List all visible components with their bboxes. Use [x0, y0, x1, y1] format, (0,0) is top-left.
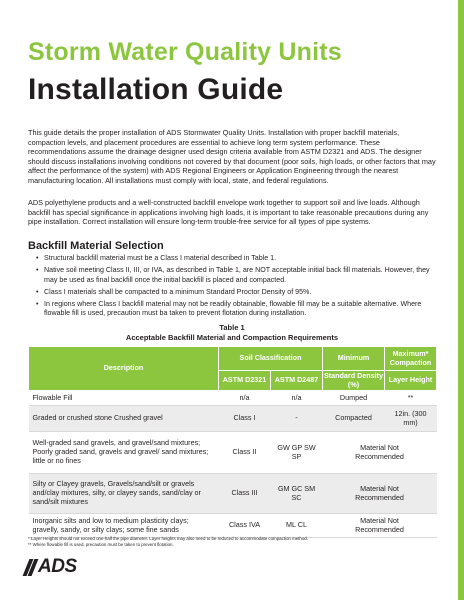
- header-standard-density: Standard Density (%): [323, 370, 384, 389]
- footnote-layer-heights: * Layer Heights should not exceed one-half the pipe diameter. Layer heights may also need to be reduced to accommodate compaction method.: [28, 536, 308, 541]
- cell-description: Well-graded sand gravels, and gravel/sand mixtures; Poorly graded sand, gravels and gravel/ sand mixtures; little or no fines: [29, 432, 219, 474]
- section-heading-backfill: Backfill Material Selection: [28, 240, 164, 252]
- ads-slashes-icon: [26, 559, 35, 576]
- header-astm-d2487: ASTM D2487: [271, 371, 323, 391]
- header-max-compaction: Maximum* Compaction: [385, 347, 437, 371]
- cell-description: Graded or crushed stone Crushed gravel: [29, 406, 219, 432]
- cell-astm-d2487: n/a: [271, 391, 323, 406]
- header-astm-d2321: ASTM D2321: [219, 371, 271, 391]
- intro-paragraph-2: ADS polyethylene products and a well-constructed backfill envelope work together to support soil and live loads. Although backfill has special significance in applications involving high loads, it is important to take reasonable precautions during any pipe installation. Correct installation will ensure long-term trouble-free service for all types of pipe systems.: [28, 198, 429, 226]
- cell-astm-d2487: ML CL: [271, 514, 323, 538]
- header-layer-height: Layer Height: [385, 371, 437, 391]
- cell-astm-d2487: GW GP SW SP: [271, 432, 323, 474]
- bullet-item: • Class I materials shall be compacted to a minimum Standard Proctor Density of 95%.: [36, 288, 441, 297]
- cell-layer-height: 12in. (300 mm): [385, 406, 437, 432]
- cell-layer-height: **: [385, 391, 437, 406]
- page-title-line2: Installation Guide: [28, 73, 284, 106]
- backfill-bullet-list: [36, 254, 441, 322]
- table-row: [29, 474, 437, 514]
- ads-logo: [26, 556, 77, 578]
- table-row: [29, 391, 437, 406]
- bullet-item: • In regions where Class I backfill material may not be readily obtainable, flowable fill may be a suitable alternative. Where flowable fill is used, precaution must ba taken to prevent flotation during installation.: [36, 300, 441, 319]
- cell-astm-d2321: Class II: [219, 432, 271, 474]
- cell-recommendation: Material Not Recommended: [323, 514, 437, 538]
- header-soil-classification: Soil Classification: [219, 347, 323, 371]
- bullet-item: • Native soil meeting Class II, III, or IVA, as described in Table 1, are NOT acceptable initial back fill materials. However, they may be used as final backfill once the initial backfill is placed and compacted.: [36, 266, 441, 285]
- cell-astm-d2487: -: [271, 406, 323, 432]
- cell-astm-d2487: GM GC SM SC: [271, 474, 323, 514]
- header-description: Description: [29, 347, 219, 391]
- table-row: [29, 432, 437, 474]
- cell-description: Silty or Clayey gravels, Gravels/sand/silt or gravels and/clay mixtures, silty, or clayey sands, sand/clay or sand/silt mixtures: [29, 474, 219, 514]
- cell-astm-d2321: Class IVA: [219, 514, 271, 538]
- table-caption: Acceptable Backfill Material and Compaction Requirements: [125, 333, 339, 342]
- page-title-line1: Storm Water Quality Units: [28, 38, 342, 66]
- cell-astm-d2321: n/a: [219, 391, 271, 406]
- bullet-item: • Structural backfill material must be a Class I material described in Table 1.: [36, 254, 441, 263]
- cell-recommendation: Material Not Recommended: [323, 432, 437, 474]
- header-minimum: Minimum: [323, 347, 385, 371]
- footnote-flowable-fill: ** Where flowable fill is used, precaution must be taken to prevent flotation.: [28, 542, 174, 547]
- cell-density: Dumped: [323, 391, 385, 406]
- intro-paragraph-1: This guide details the proper installation of ADS Stormwater Quality Units. Installation with proper backfill materials, compaction levels, and placement procedures are essential to achieve long term system performance. These recommendations assume the drainage designer used design criteria available from ASTM D2321 and ADS. The designer should discuss installations involving conditions not covered by that document (poor soils, high loads, or other factors that may affect the performance of the system) with ADS Regional Engineers or Application Engineering through the nearest manufacturing location. All installations must comply with local, state, and federal regulations.: [28, 128, 436, 185]
- cell-astm-d2321: Class I: [219, 406, 271, 432]
- cell-astm-d2321: Class III: [219, 474, 271, 514]
- accent-side-bar: [458, 0, 464, 600]
- table-label: Table 1: [219, 323, 245, 332]
- cell-recommendation: Material Not Recommended: [323, 474, 437, 514]
- cell-description: Inorganic silts and low to medium plasticity clays; gravelly, sandy, or silty clays; some fine sands: [29, 514, 219, 538]
- ads-logo-text: ADS: [38, 556, 77, 577]
- table-row: [29, 514, 437, 538]
- cell-density: Compacted: [323, 406, 385, 432]
- table-row: [29, 406, 437, 432]
- backfill-table: [28, 346, 437, 538]
- cell-description: Flowable Fill: [29, 391, 219, 406]
